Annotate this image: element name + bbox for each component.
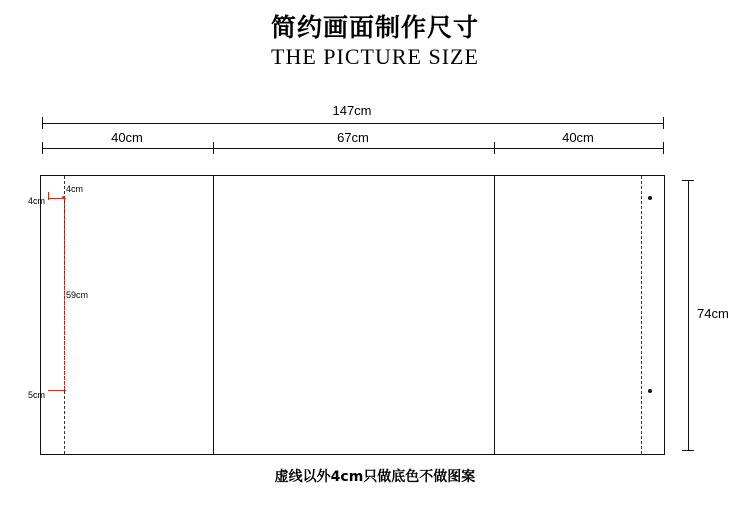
page-title-cn: 简约画面制作尺寸 xyxy=(270,13,479,42)
segment-tick-0 xyxy=(42,142,43,154)
overall-width-label: 147cm xyxy=(332,103,372,118)
red-vertical-chain-line xyxy=(64,198,65,390)
annotation-bottom-5cm: 5cm xyxy=(28,390,46,400)
segment-tick-1 xyxy=(213,142,214,154)
annotation-top-inner-4cm: 4cm xyxy=(66,184,84,194)
segment-label-right: 40cm xyxy=(562,130,594,145)
overall-height-tick-top xyxy=(682,180,694,181)
segment-label-middle: 67cm xyxy=(337,130,369,145)
footer-note: 虚线以外4cm只做底色不做图案 xyxy=(274,469,476,485)
segment-tick-3 xyxy=(663,142,664,154)
annotation-top-outer-4cm: 4cm xyxy=(28,196,46,206)
overall-height-dimension-line xyxy=(688,180,689,450)
segment-label-left: 40cm xyxy=(111,130,143,145)
annotation-middle-59cm: 59cm xyxy=(66,290,89,300)
segment-tick-2 xyxy=(494,142,495,154)
safe-area-dashed-line-right xyxy=(641,176,642,454)
overall-width-tick-left xyxy=(42,117,43,129)
overall-width-tick-right xyxy=(663,117,664,129)
panel-divider-left xyxy=(213,175,214,455)
picture-panel xyxy=(40,175,665,455)
segment-dimension-line xyxy=(42,148,663,149)
page-title-en: THE PICTURE SIZE xyxy=(271,44,479,69)
overall-height-tick-bottom xyxy=(682,450,694,451)
punch-dot-top-right xyxy=(648,196,652,200)
red-top-leader xyxy=(48,192,49,200)
overall-height-label: 74cm xyxy=(697,306,729,321)
red-chain-top-marker xyxy=(62,196,65,199)
overall-width-dimension-line xyxy=(42,123,663,124)
punch-dot-bottom-right xyxy=(648,389,652,393)
red-bottom-tick xyxy=(48,390,66,391)
panel-divider-right xyxy=(494,175,495,455)
